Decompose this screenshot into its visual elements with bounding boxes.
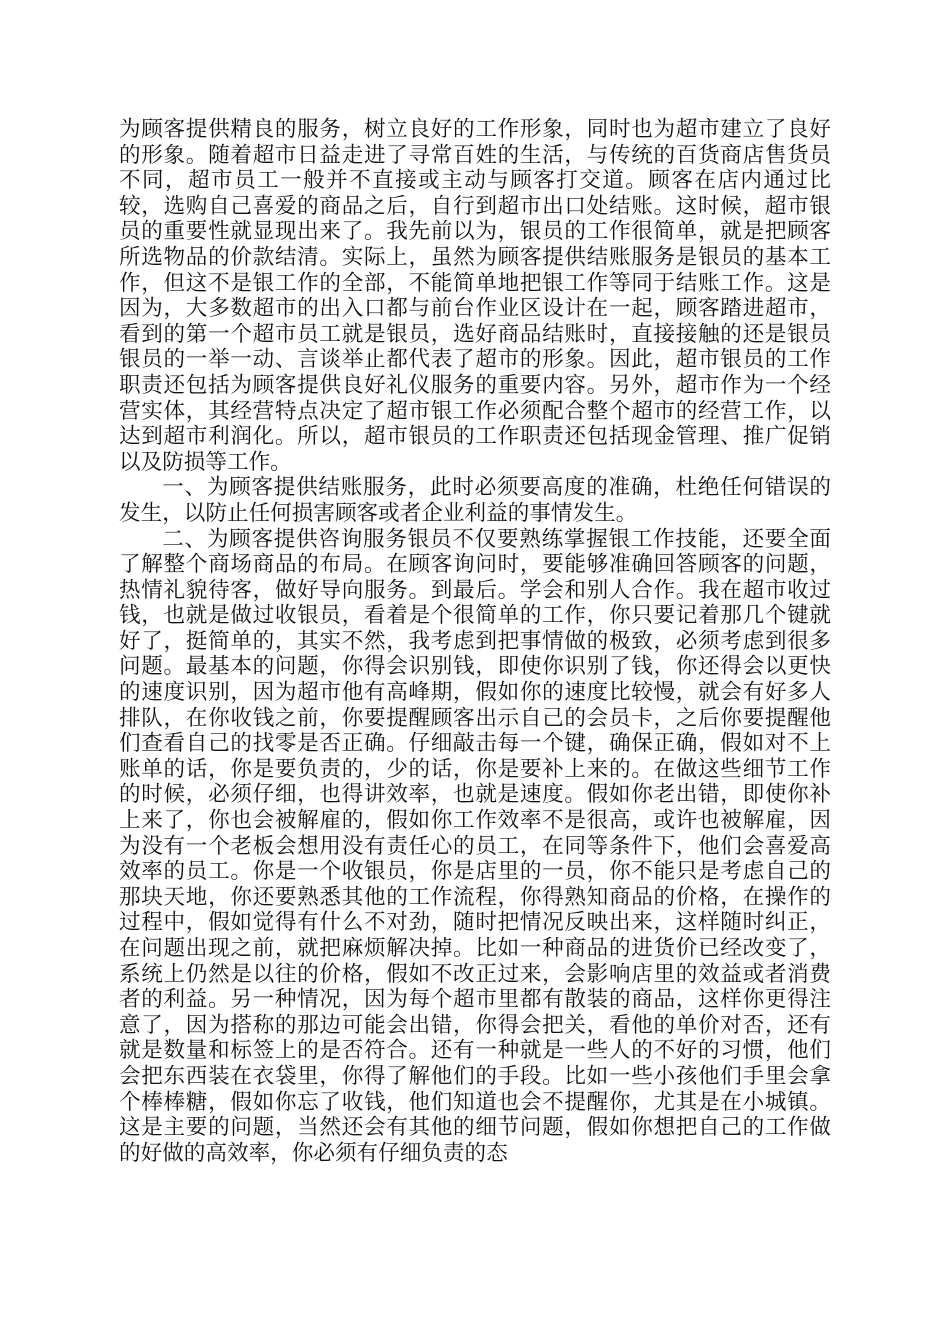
document-body xyxy=(119,117,831,1166)
paragraph-intro: 为顾客提供精良的服务，树立良好的工作形象，同时也为超市建立了良好的形象。随着超市日益走进了寻常百姓的生活，与传统的百货商店售货员不同，超市员工一般并不直接或主动与顾客打交道。顾客在店内通过比较，选购自己喜爱的商品之后，自行到超市出口处结账。这时候，超市银员的重要性就显现出来了。我先前以为，银员的工作很简单，就是把顾客所选物品的价款结清。实际上，虽然为顾客提供结账服务是银员的基本工作，但这不是银工作的全部，不能简单地把银工作等同于结账工作。这是因为，大多数超市的出入口都与前台作业区设计在一起，顾客踏进超市，看到的第一个超市员工就是银员，选好商品结账时，直接接触的还是银员银员的一举一动、言谈举止都代表了超市的形象。因此，超市银员的工作职责还包括为顾客提供良好礼仪服务的重要内容。另外，超市作为一个经营实体，其经营特点决定了超市银工作必须配合整个超市的经营工作，以达到超市利润化。所以，超市银员的工作职责还包括现金管理、推广促销以及防损等工作。 xyxy=(119,117,831,475)
paragraph-point-one: 一、为顾客提供结账服务，此时必须要高度的准确，杜绝任何错误的发生，以防止任何损害顾客或者企业利益的事情发生。 xyxy=(119,475,831,526)
paragraph-point-two: 二、为顾客提供咨询服务银员不仅要熟练掌握银工作技能，还要全面了解整个商场商品的布局。在顾客询问时，要能够准确回答顾客的问题，热情礼貌待客，做好导向服务。到最后。学会和别人合作。我在超市收过钱，也就是做过收银员，看着是个很简单的工作，你只要记着那几个键就好了，挺简单的，其实不然，我考虑到把事情做的极致，必须考虑到很多问题。最基本的问题，你得会识别钱，即使你识别了钱，你还得会以更快的速度识别，因为超市他有高峰期，假如你的速度比较慢，就会有好多人排队，在你收钱之前，你要提醒顾客出示自己的会员卡，之后你要提醒他们查看自己的找零是否正确。仔细敲击每一个键，确保正确，假如对不上账单的话，你是要负责的，少的话，你是要补上来的。在做这些细节工作的时候，必须仔细，也得讲效率，也就是速度。假如你老出错，即使你补上来了，你也会被解雇的，假如你工作效率不是很高，或许也被解雇，因为没有一个老板会想用没有责任心的员工，在同等条件下，他们会喜爱高效率的员工。你是一个收银员，你是店里的一员，你不能只是考虑自己的那块天地，你还要熟悉其他的工作流程，你得熟知商品的价格，在操作的过程中，假如觉得有什么不对劲，随时把情况反映出来，这样随时纠正，在问题出现之前，就把麻烦解决掉。比如一种商品的进货价已经改变了，系统上仍然是以往的价格，假如不改正过来，会影响店里的效益或者消费者的利益。另一种情况，因为每个超市里都有散装的商品，这样你更得注意了，因为搭称的那边可能会出错，你得会把关，看他的单价对否，还有就是数量和标签上的是否符合。还有一种就是一些人的不好的习惯，他们会把东西装在衣袋里，你得了解他们的手段。比如一些小孩他们手里会拿个棒棒糖，假如你忘了收钱，他们知道也会不提醒你，尤其是在小城镇。这是主要的问题，当然还会有其他的细节问题，假如你想把自己的工作做的好做的高效率，你必须有仔细负责的态 xyxy=(119,526,831,1166)
